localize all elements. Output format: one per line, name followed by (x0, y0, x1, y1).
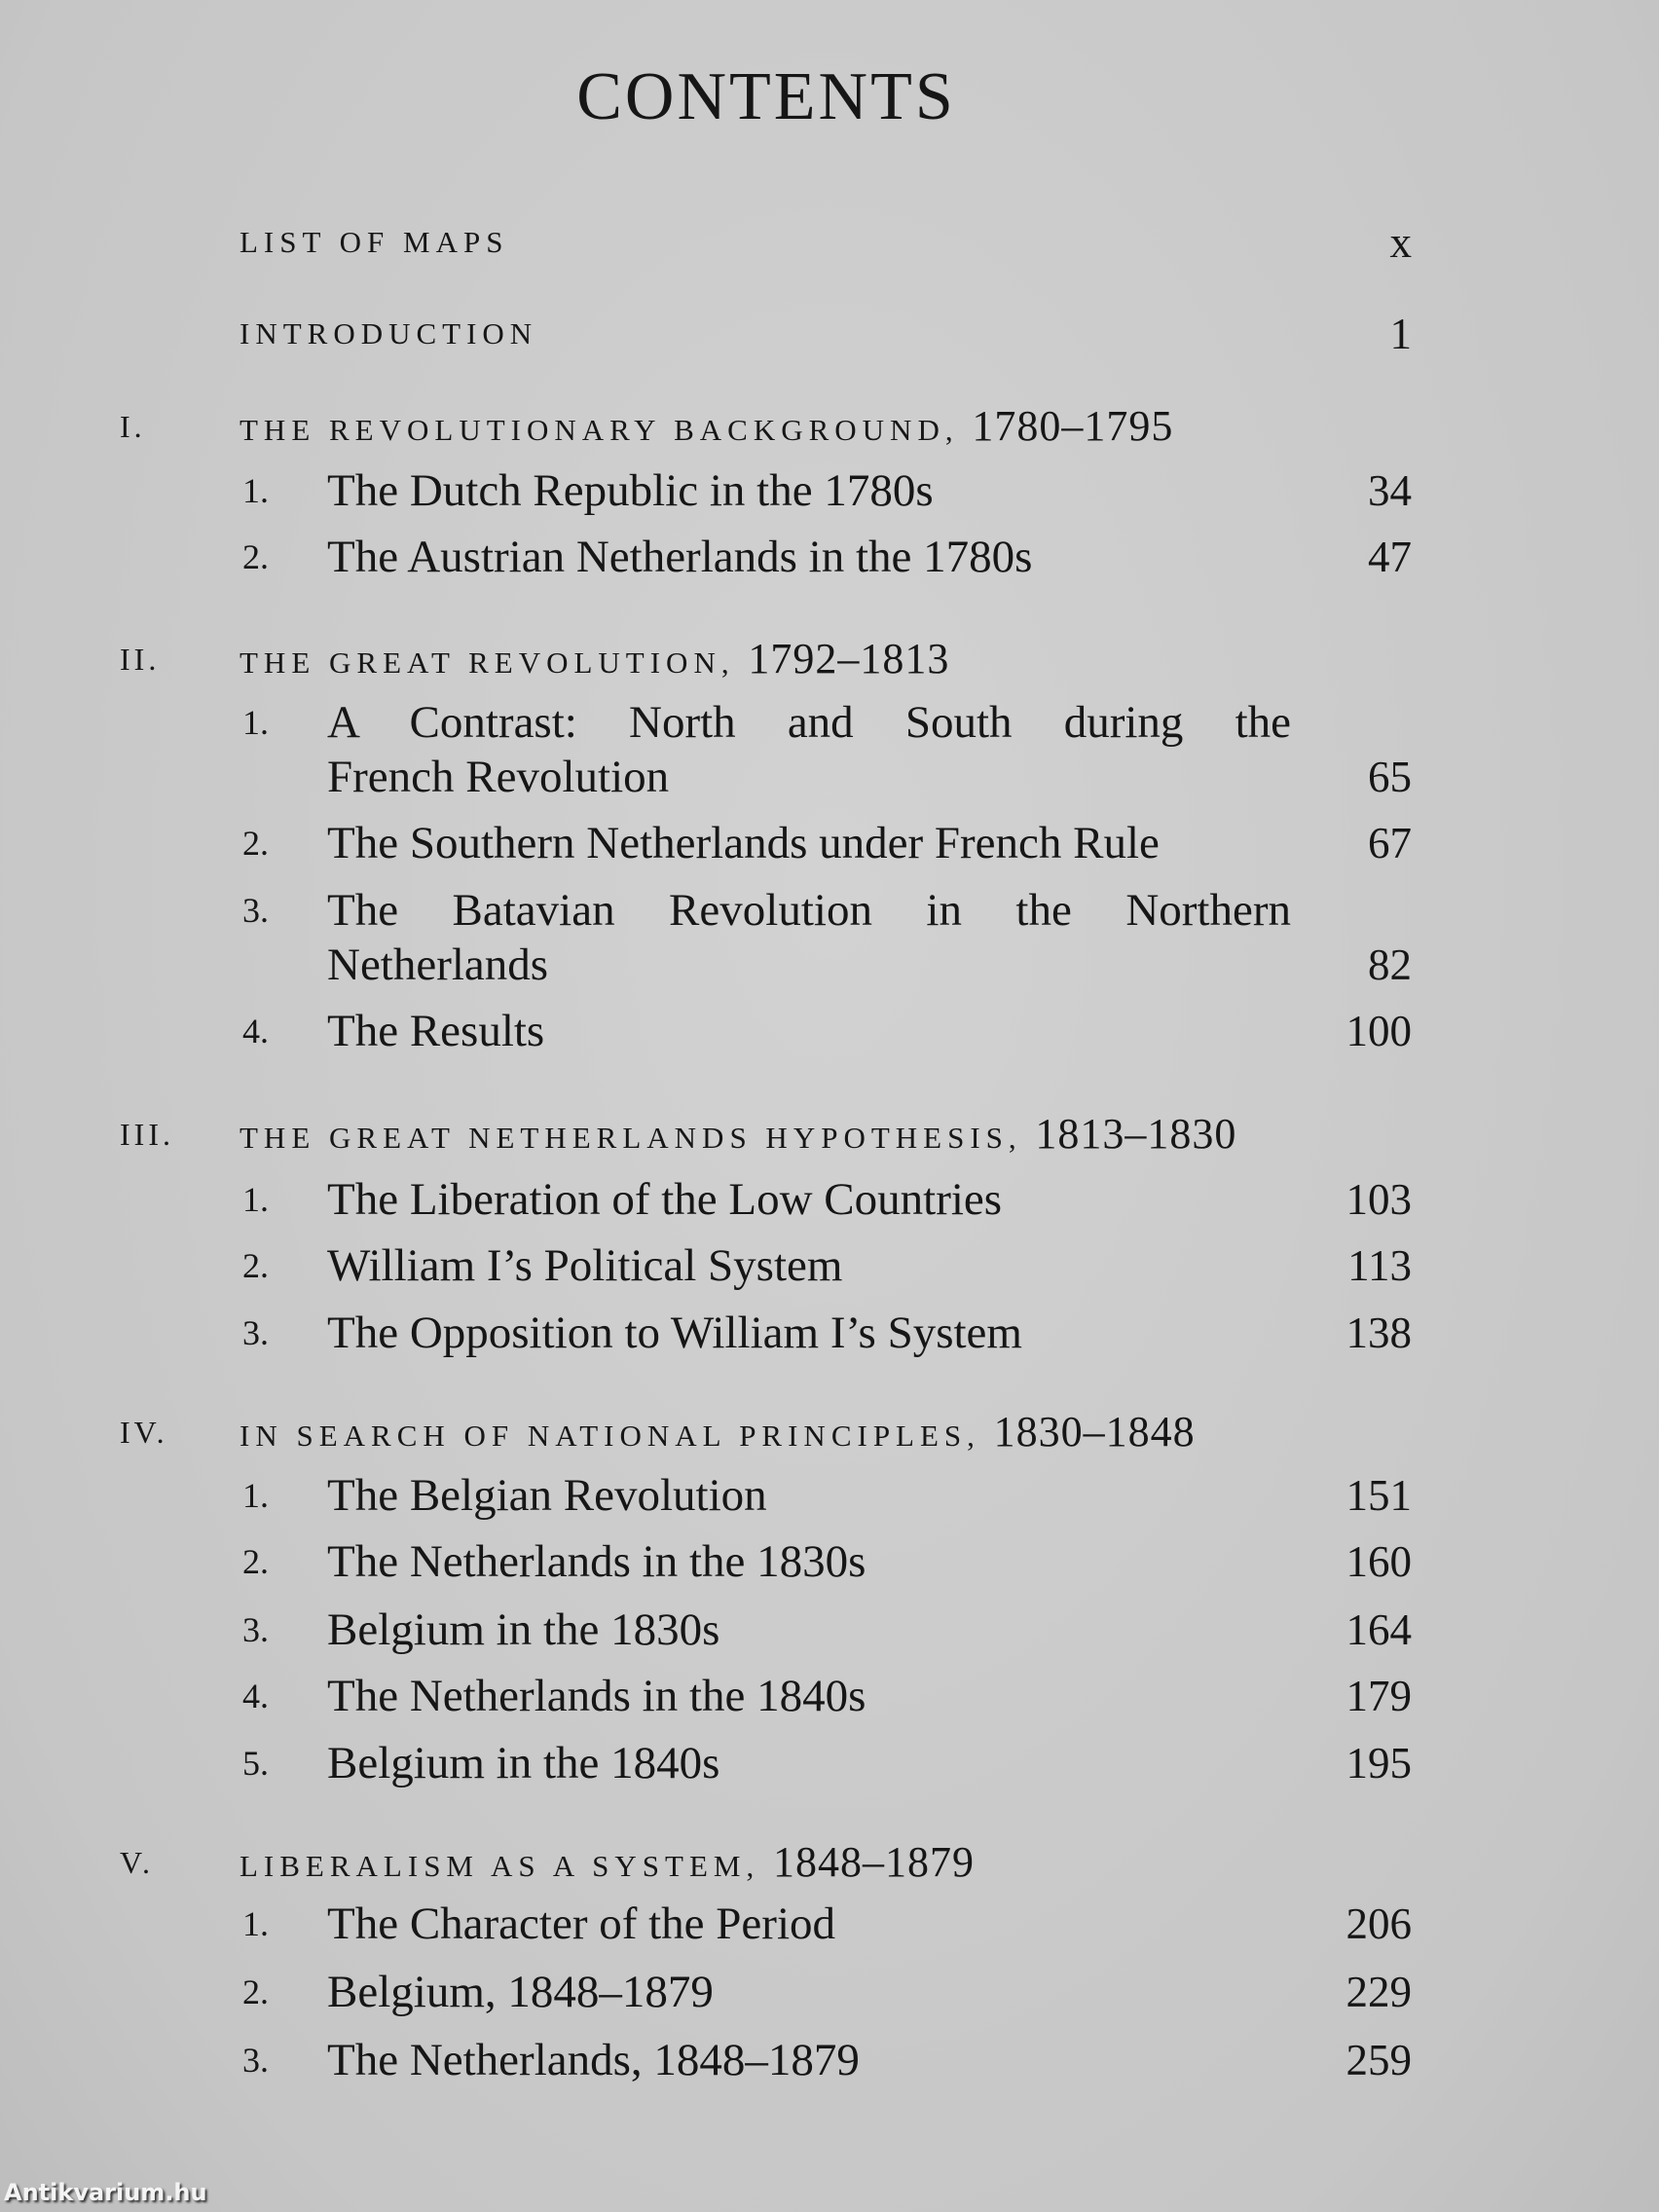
page-number: 195 (1346, 1739, 1412, 1788)
section-entry (0, 1236, 1659, 1295)
watermark: Antikvarium.hu (4, 2179, 207, 2206)
section-title: The Dutch Republic in the 1780s (327, 465, 934, 516)
section-title: Belgium in the 1830s (327, 1604, 720, 1655)
section-title: The Liberation of the Low Countries (327, 1174, 1003, 1225)
section-entry (0, 2031, 1659, 2089)
section-number: 5. (242, 1744, 269, 1783)
section-entry-continued (0, 936, 1659, 994)
section-entry (0, 1532, 1659, 1591)
section-entry (0, 1170, 1659, 1229)
section-title: The Results (327, 1006, 545, 1056)
section-title: The Netherlands in the 1840s (327, 1671, 866, 1721)
section-title: The Austrian Netherlands in the 1780s (327, 532, 1033, 582)
chapter-title-text: THE GREAT REVOLUTION, (240, 645, 749, 680)
section-number: 3. (242, 2041, 269, 2080)
section-entry (0, 461, 1659, 520)
section-title: French Revolution (327, 752, 670, 802)
chapter-numeral: I. (120, 409, 146, 444)
page-number: 259 (1346, 2036, 1412, 2084)
section-entry (0, 693, 1659, 752)
chapter-numeral: IV. (120, 1415, 168, 1450)
chapter-title (240, 1105, 1236, 1167)
chapter-title-text: THE REVOLUTIONARY BACKGROUND, (240, 413, 973, 447)
page-number: 47 (1368, 533, 1412, 581)
section-title: William I’s Political System (327, 1240, 843, 1291)
section-number: 2. (242, 1542, 269, 1581)
chapter-heading (0, 397, 1659, 456)
chapter-title (240, 630, 949, 692)
chapter-title (240, 1403, 1196, 1465)
page-number: 138 (1346, 1309, 1412, 1357)
section-number: 1. (242, 1904, 269, 1943)
section-title: The Opposition to William I’s System (327, 1308, 1022, 1358)
section-number: 1. (242, 1180, 269, 1219)
section-title: A Contrast: North and South during the (327, 697, 1291, 748)
page-number: 160 (1346, 1537, 1412, 1586)
chapter-heading (0, 630, 1659, 688)
page-number: 67 (1368, 819, 1412, 867)
section-entry (0, 1601, 1659, 1659)
page-number: x (1389, 218, 1412, 267)
section-number: 4. (242, 1012, 269, 1051)
section-entry (0, 1304, 1659, 1362)
section-number: 2. (242, 1972, 269, 2011)
entry-title: LIST OF MAPS (240, 225, 509, 259)
section-number: 4. (242, 1677, 269, 1715)
chapter-years: 1813–1830 (1035, 1110, 1237, 1158)
section-title: Belgium, 1848–1879 (327, 1967, 714, 2017)
section-entry (0, 814, 1659, 872)
chapter-years: 1848–1879 (772, 1838, 975, 1886)
page-number: 206 (1346, 1899, 1412, 1948)
section-number: 1. (242, 471, 269, 510)
page-title: CONTENTS (576, 59, 956, 134)
page-number: 82 (1368, 940, 1412, 989)
section-number: 1. (242, 1476, 269, 1515)
front-matter-entry (0, 213, 1659, 272)
page-number: 164 (1346, 1605, 1412, 1654)
section-entry (0, 1895, 1659, 1953)
chapter-heading (0, 1105, 1659, 1163)
section-entry (0, 1002, 1659, 1060)
section-title: The Belgian Revolution (327, 1470, 767, 1521)
chapter-years: 1792–1813 (748, 635, 950, 682)
entry-title: INTRODUCTION (240, 316, 538, 350)
page-number: 1 (1389, 310, 1412, 358)
section-entry (0, 1667, 1659, 1725)
section-title: The Netherlands, 1848–1879 (327, 2035, 860, 2085)
page-number: 113 (1347, 1241, 1412, 1290)
chapter-title (240, 1833, 975, 1896)
page-number: 34 (1368, 466, 1412, 515)
chapter-numeral: II. (120, 642, 161, 677)
chapter-title-text: LIBERALISM AS A SYSTEM, (240, 1849, 773, 1883)
chapter-title (240, 397, 1173, 460)
section-entry (0, 528, 1659, 586)
chapter-heading (0, 1403, 1659, 1461)
section-number: 2. (242, 537, 269, 576)
chapter-numeral: III. (120, 1117, 174, 1152)
section-number: 3. (242, 1313, 269, 1352)
chapter-years: 1780–1795 (972, 402, 1174, 450)
page-number: 65 (1368, 753, 1412, 801)
section-entry (0, 1734, 1659, 1792)
section-title: The Batavian Revolution in the Northern (327, 885, 1291, 936)
section-title: The Southern Netherlands under French Rule (327, 818, 1160, 868)
section-number: 2. (242, 824, 269, 863)
page-number: 179 (1346, 1672, 1412, 1720)
section-title: The Character of the Period (327, 1899, 836, 1949)
front-matter-entry (0, 305, 1659, 363)
page-number: 103 (1346, 1175, 1412, 1224)
section-title: The Netherlands in the 1830s (327, 1536, 866, 1587)
section-number: 3. (242, 1610, 269, 1649)
chapter-numeral: V. (120, 1845, 154, 1880)
page-number: 151 (1346, 1471, 1412, 1520)
chapter-years: 1830–1848 (993, 1408, 1196, 1456)
chapter-title-text: IN SEARCH OF NATIONAL PRINCIPLES, (240, 1419, 994, 1453)
chapter-heading (0, 1833, 1659, 1892)
page-number: 100 (1346, 1007, 1412, 1055)
section-number: 3. (242, 891, 269, 930)
section-title: Netherlands (327, 940, 549, 990)
chapter-title-text: THE GREAT NETHERLANDS HYPOTHESIS, (240, 1121, 1036, 1155)
section-entry-continued (0, 748, 1659, 806)
section-number: 2. (242, 1246, 269, 1285)
section-number: 1. (242, 703, 269, 742)
section-entry (0, 1963, 1659, 2021)
section-entry (0, 881, 1659, 940)
section-title: Belgium in the 1840s (327, 1738, 720, 1788)
page-number: 229 (1346, 1968, 1412, 2016)
section-entry (0, 1466, 1659, 1525)
